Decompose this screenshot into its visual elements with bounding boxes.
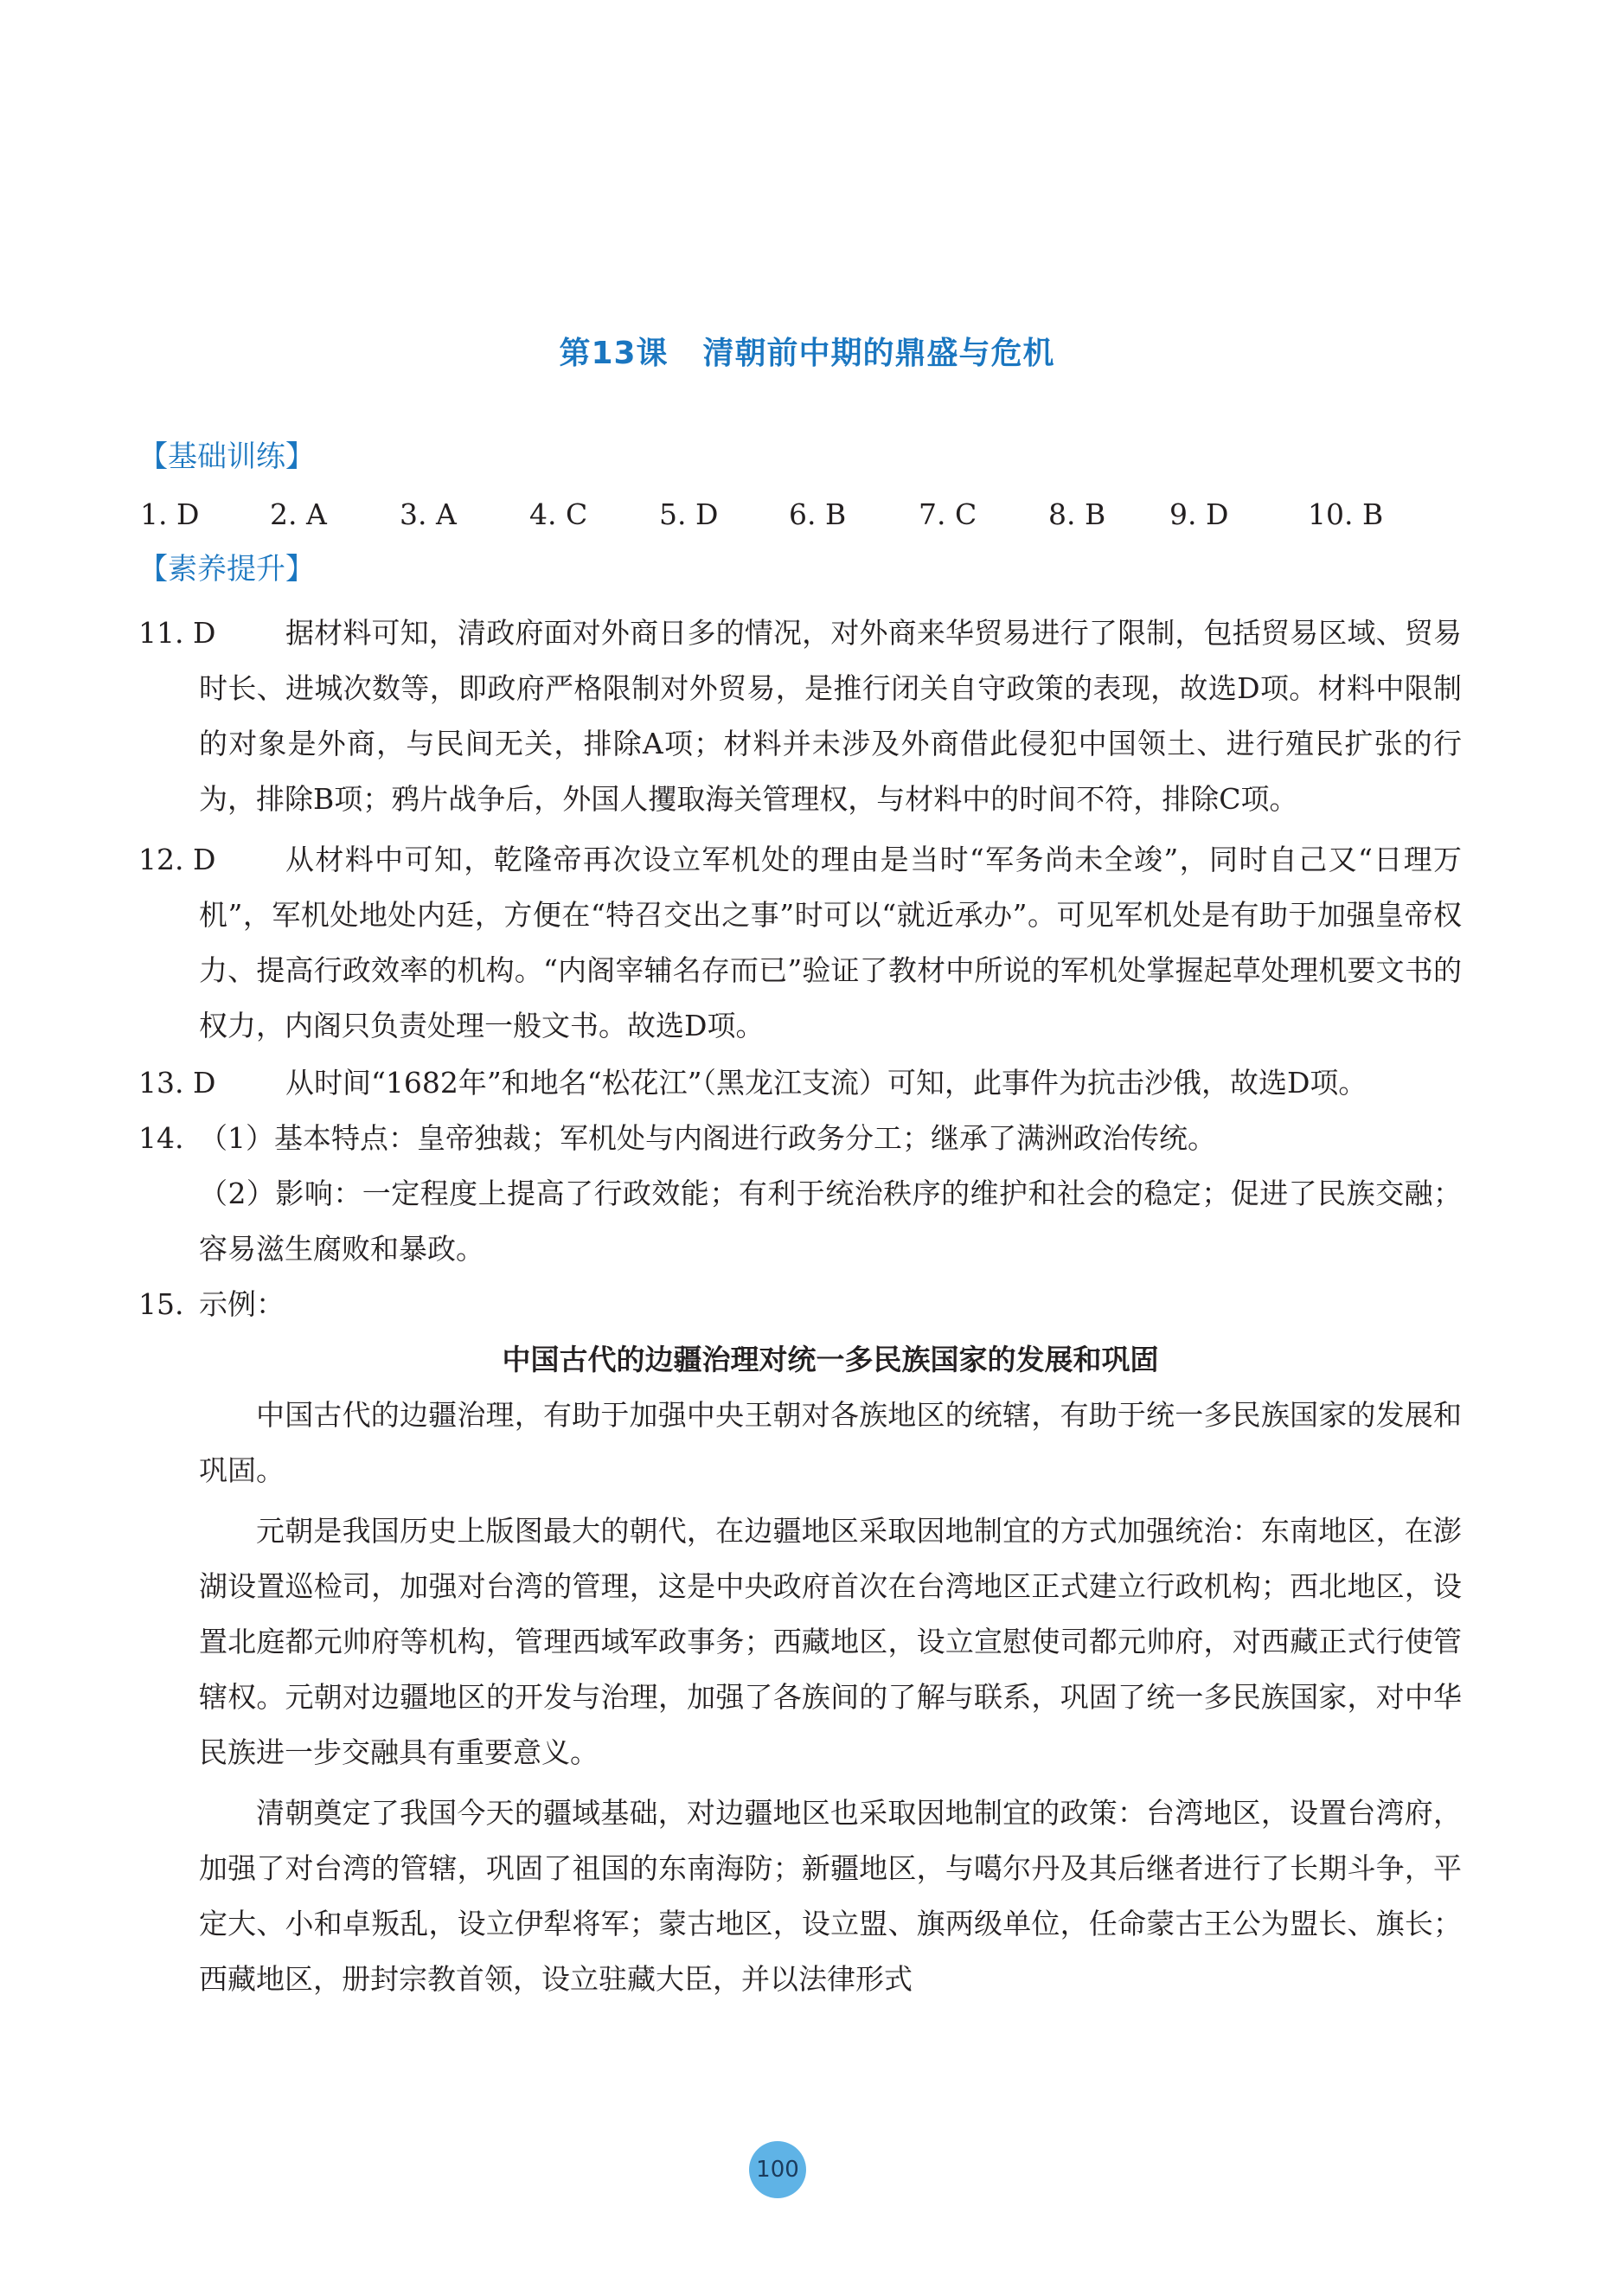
lesson-name: 清朝前中期的鼎盛与危机 xyxy=(702,336,1055,371)
lesson-number: 第13课 xyxy=(559,336,669,371)
question-12-text xyxy=(138,832,1462,1054)
answer-4: 4. C xyxy=(529,497,588,531)
question-14 xyxy=(138,1111,1462,1277)
question-12-number: 12. D xyxy=(138,843,216,876)
question-11-text xyxy=(138,606,1462,827)
essay-paragraph-3: 清朝奠定了我国今天的疆域基础，对边疆地区也采取因地制宜的政策：台湾地区，设置台湾府，加强了对台湾的管辖，巩固了祖国的东南海防；新疆地区，与噶尔丹及其后继者进行了长期斗争，平定大、小和卓叛乱，设立伊犁将军；蒙古地区，设立盟、旗两级单位，任命蒙古王公为盟长、旗长；西藏地区，册封宗教首领，设立驻藏大臣，并以法律形式 xyxy=(199,1796,1462,1996)
question-14-number: 14. xyxy=(138,1121,184,1155)
question-12 xyxy=(138,832,1462,1054)
lesson-title xyxy=(0,329,1614,373)
question-11-content: 据材料可知，清政府面对外商日多的情况，对外商来华贸易进行了限制，包括贸易区域、贸易时长、进城次数等，即政府严格限制对外贸易，是推行闭关自守政策的表现，故选D项。材料中限制的对象是外商，与民间无关，排除A项；材料并未涉及外商借此侵犯中国领土、进行殖民扩张的行为，排除B项；鸦片战争后，外国人攫取海关管理权，与材料中的时间不符，排除C项。 xyxy=(199,616,1462,816)
question-13-content: 从时间“1682年”和地名“松花江”（黑龙江支流）可知，此事件为抗击沙俄，故选D项。 xyxy=(285,1066,1367,1100)
question-13 xyxy=(138,1055,1462,1111)
essay-paragraph-1: 中国古代的边疆治理，有助于加强中央王朝对各族地区的统辖，有助于统一多民族国家的发展和巩固。 xyxy=(199,1398,1462,1487)
question-15-label: 示例： xyxy=(199,1287,285,1321)
question-13-text xyxy=(138,1055,1462,1111)
answer-6: 6. B xyxy=(789,497,847,531)
answer-5: 5. D xyxy=(659,497,719,531)
page-number-badge: 100 xyxy=(749,2141,806,2198)
section-basic-training: 【基础训练】 xyxy=(138,439,315,474)
answer-9: 9. D xyxy=(1169,497,1229,531)
answer-3: 3. A xyxy=(400,497,457,531)
answer-1: 1. D xyxy=(140,497,200,531)
question-14-part-1: （1）基本特点：皇帝独裁；军机处与内阁进行政务分工；继承了满洲政治传统。 xyxy=(199,1121,1216,1155)
answer-2: 2. A xyxy=(270,497,327,531)
answer-7: 7. C xyxy=(919,497,977,531)
essay-title: 中国古代的边疆治理对统一多民族国家的发展和巩固 xyxy=(502,1343,1159,1376)
section-advanced: 【素养提升】 xyxy=(138,552,315,587)
question-12-content: 从材料中可知，乾隆帝再次设立军机处的理由是当时“军务尚未全竣”，同时自己又“日理万机”，军机处地处内廷，方便在“特召交出之事”时可以“就近承办”。可见军机处是有助于加强皇帝权力、提高行政效率的机构。“内阁宰辅名存而已”验证了教材中所说的军机处掌握起草处理机要文书的权力，内阁只负责处理一般文书。故选D项。 xyxy=(199,843,1462,1042)
answer-body xyxy=(138,606,1462,2007)
essay-paragraph-2: 元朝是我国历史上版图最大的朝代，在边疆地区采取因地制宜的方式加强统治：东南地区，在澎湖设置巡检司，加强对台湾的管理，这是中央政府首次在台湾地区正式建立行政机构；西北地区，设置北庭都元帅府等机构，管理西域军政事务；西藏地区，设立宣慰使司都元帅府，对西藏正式行使管辖权。元朝对边疆地区的开发与治理，加强了各族间的了解与联系，巩固了统一多民族国家，对中华民族进一步交融具有重要意义。 xyxy=(199,1514,1462,1769)
answer-10: 10. B xyxy=(1308,497,1384,531)
question-15 xyxy=(138,1277,1462,2007)
question-15-number: 15. xyxy=(138,1287,184,1321)
answer-8: 8. B xyxy=(1048,497,1106,531)
question-14-part-2: （2）影响：一定程度上提高了行政效能；有利于统治秩序的维护和社会的稳定；促进了民族交融；容易滋生腐败和暴政。 xyxy=(199,1177,1462,1266)
question-11 xyxy=(138,606,1462,827)
question-11-number: 11. D xyxy=(138,616,216,650)
question-13-number: 13. D xyxy=(138,1066,216,1100)
